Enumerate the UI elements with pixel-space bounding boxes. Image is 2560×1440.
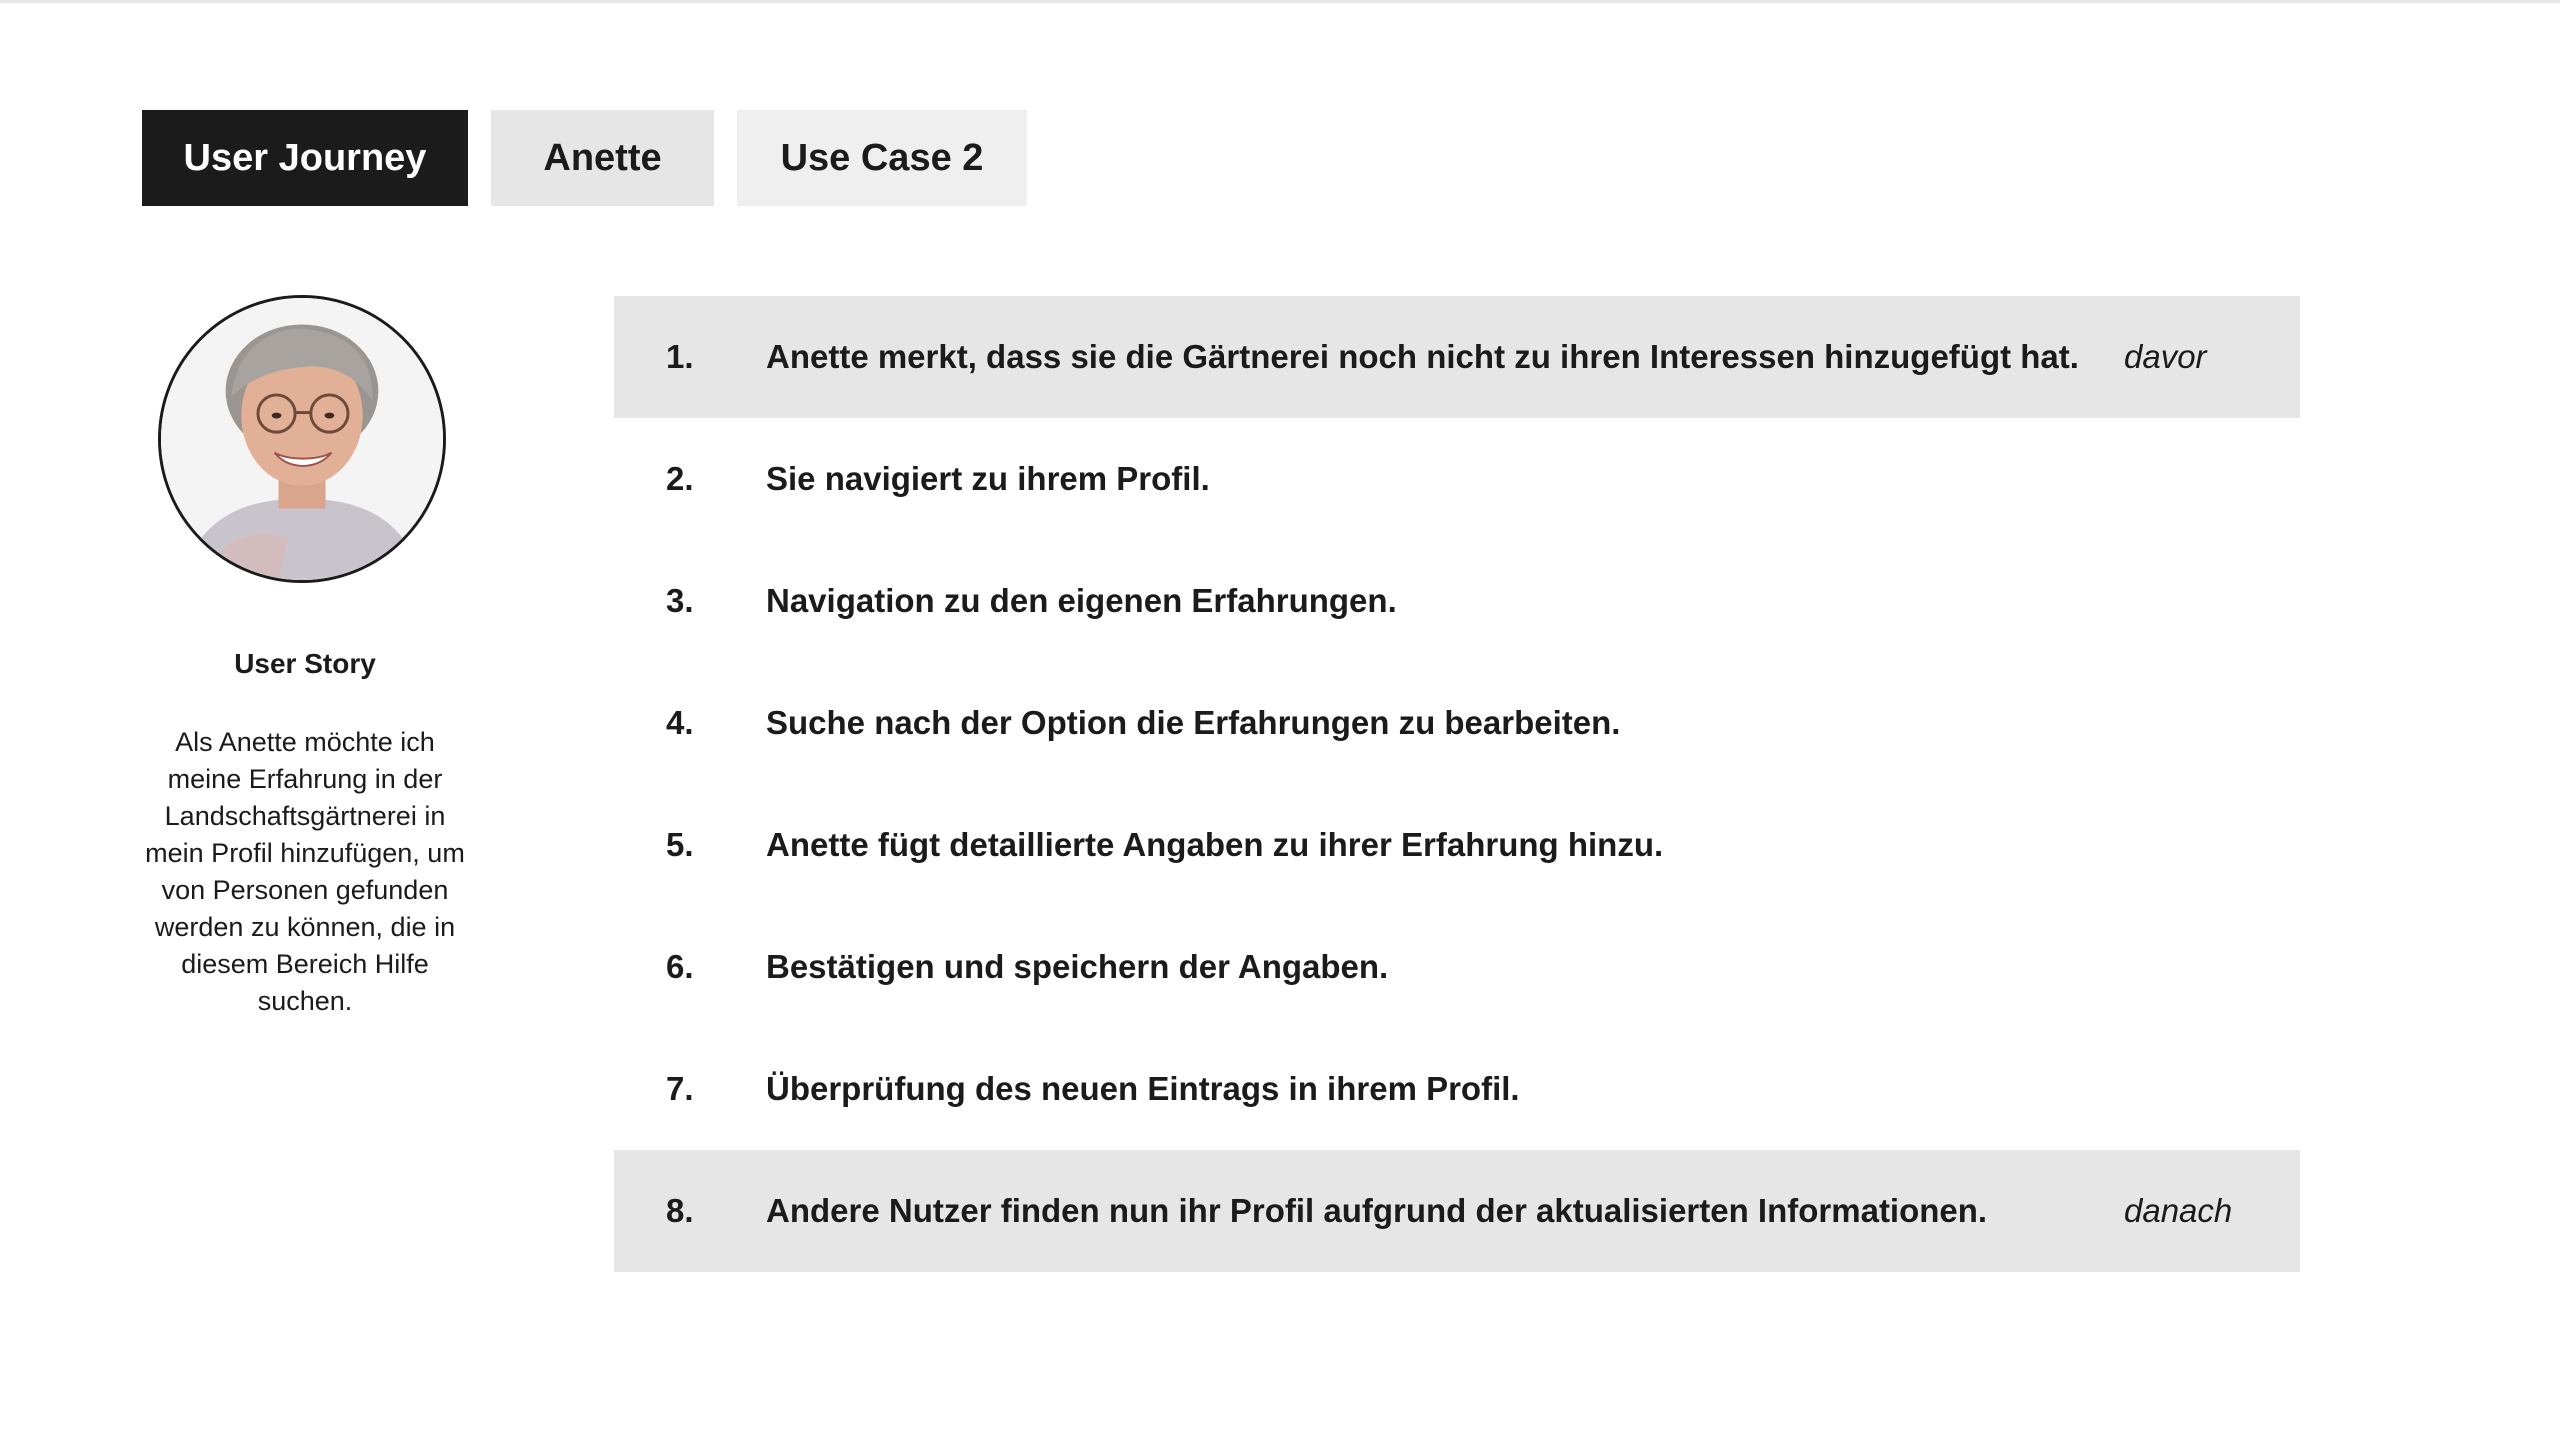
persona-avatar — [158, 295, 446, 583]
user-story-text: Als Anette möchte ich meine Erfahrung in der Landschaftsgärtnerei in mein Profil hinzufügen, um von Personen gefunden werden zu können, die in diesem Bereich Hilfe suchen. — [145, 727, 465, 1016]
step-number: 2. — [666, 460, 694, 497]
step-tag-danach: danach — [2124, 1192, 2233, 1229]
step-text: Sie navigiert zu ihrem Profil. — [766, 460, 1210, 497]
tab-user-journey[interactable]: User Journey — [142, 110, 468, 206]
portrait-photo-icon — [161, 298, 443, 580]
step-text: Andere Nutzer finden nun ihr Profil aufgrund der aktualisierten Informationen. — [766, 1192, 1988, 1229]
step-number: 1. — [666, 338, 694, 375]
step-text: Suche nach der Option die Erfahrungen zu bearbeiten. — [766, 704, 1621, 741]
step-row — [614, 1028, 2300, 1150]
step-row — [614, 418, 2300, 540]
step-tag-davor: davor — [2124, 338, 2207, 375]
step-text: Bestätigen und speichern der Angaben. — [766, 948, 1389, 985]
step-text: Anette merkt, dass sie die Gärtnerei noch nicht zu ihren Interessen hinzugefügt hat. — [766, 338, 2079, 375]
step-number: 4. — [666, 704, 694, 741]
journey-steps — [614, 296, 2300, 1272]
tab-bar — [142, 110, 1027, 206]
top-divider — [0, 0, 2560, 3]
user-story-title: User Story — [234, 648, 376, 679]
step-row — [614, 906, 2300, 1028]
step-text: Anette fügt detaillierte Angaben zu ihrer Erfahrung hinzu. — [766, 826, 1664, 863]
step-number: 6. — [666, 948, 694, 985]
step-number: 3. — [666, 582, 694, 619]
tab-anette[interactable]: Anette — [491, 110, 714, 206]
tab-use-case-2[interactable]: Use Case 2 — [737, 110, 1027, 206]
step-row — [614, 296, 2300, 418]
step-row — [614, 662, 2300, 784]
step-row — [614, 784, 2300, 906]
step-text: Navigation zu den eigenen Erfahrungen. — [766, 582, 1397, 619]
step-number: 5. — [666, 826, 694, 863]
step-row — [614, 540, 2300, 662]
step-text: Überprüfung des neuen Eintrags in ihrem Profil. — [766, 1070, 1520, 1107]
step-number: 8. — [666, 1192, 694, 1229]
step-row — [614, 1150, 2300, 1272]
step-number: 7. — [666, 1070, 694, 1107]
